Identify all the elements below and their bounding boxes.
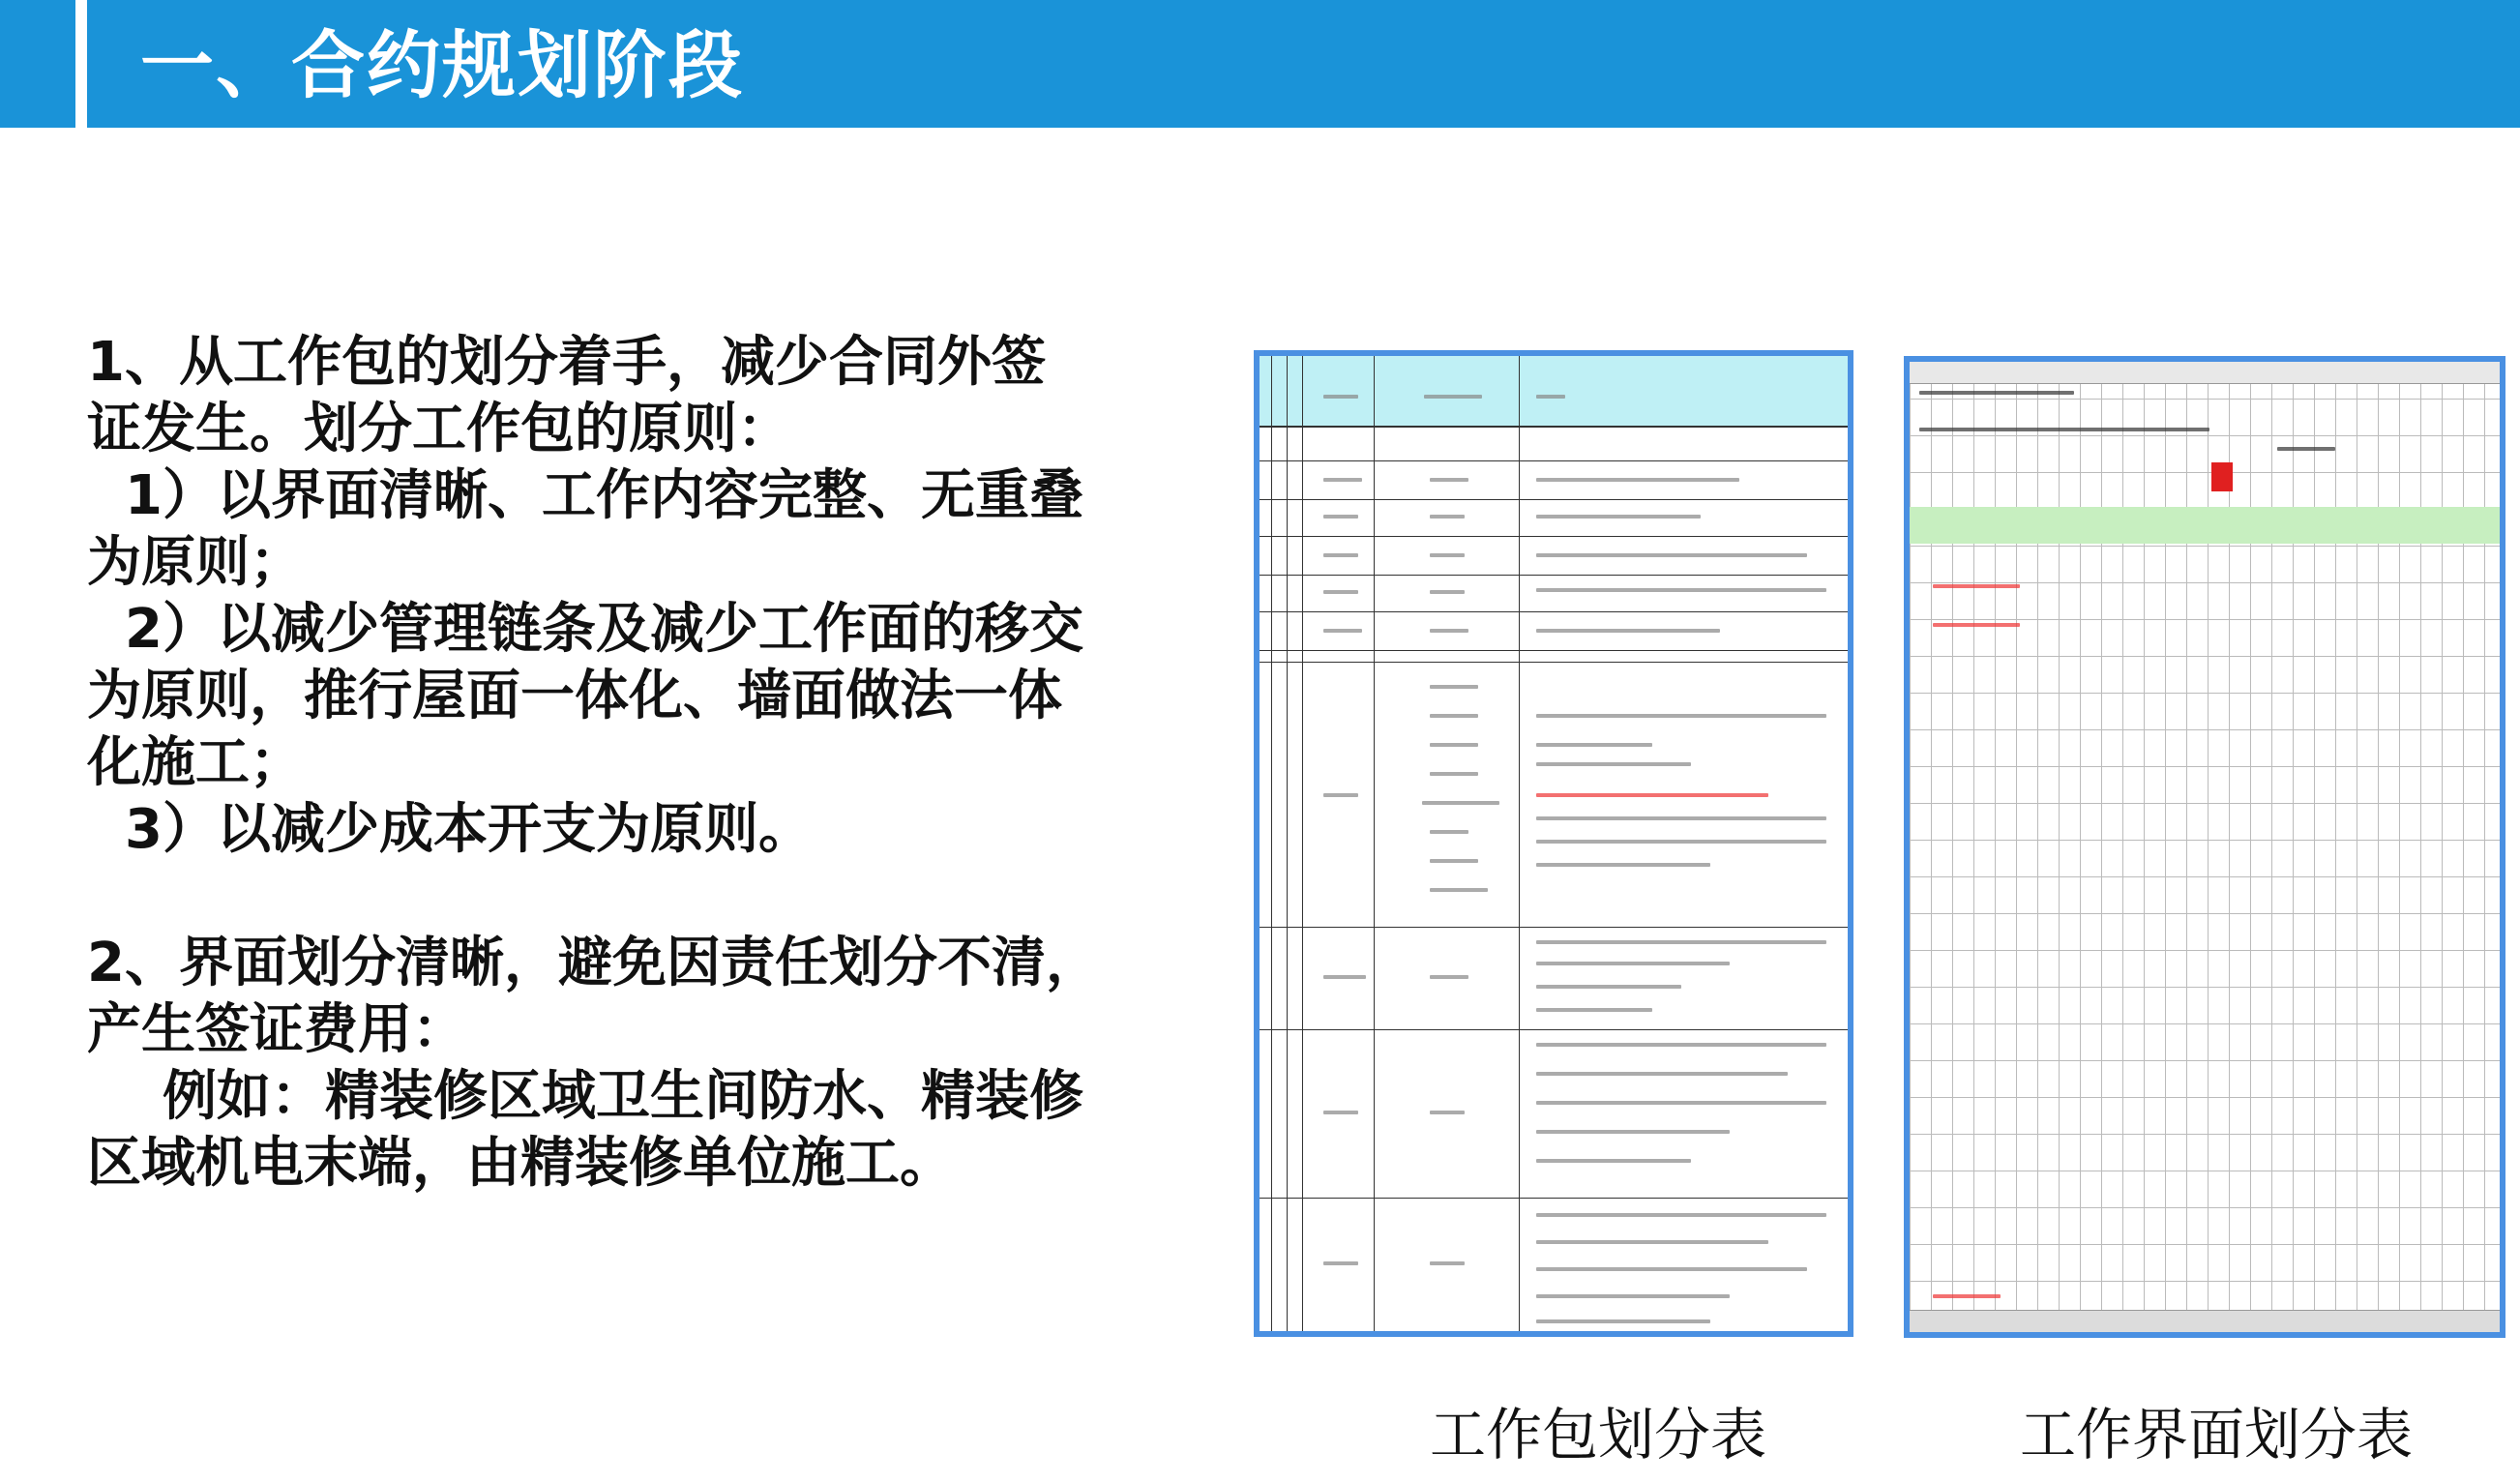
table-line	[1260, 575, 1848, 576]
body-line: 证发生。划分工作包的原则：	[87, 398, 791, 460]
table-line	[1260, 1029, 1848, 1030]
caption-work-package-table: 工作包划分表	[1430, 1402, 1767, 1467]
table-line	[1260, 536, 1848, 537]
work-package-table-image	[1254, 350, 1853, 1337]
body-line: 产生签证费用：	[87, 998, 466, 1061]
body-line: 2）以减少管理链条及减少工作面的移交	[87, 598, 1083, 661]
highlight-row	[1910, 507, 2500, 544]
table-line	[1260, 611, 1848, 612]
body-text	[87, 329, 1132, 1197]
table-line	[1260, 650, 1848, 651]
table-line	[1260, 460, 1848, 461]
body-line: 1、从工作包的划分着手，减少合同外签	[87, 331, 1046, 394]
caption-work-interface-table: 工作界面划分表	[2020, 1402, 2414, 1467]
table-line	[1287, 356, 1288, 1331]
column-header-row	[1910, 362, 2500, 384]
table-line	[1260, 662, 1848, 663]
body-line: 区域机电末端，由精装修单位施工。	[87, 1132, 954, 1195]
header-stripe	[75, 0, 87, 128]
page-title: 一、合约规划阶段	[140, 22, 744, 108]
table-header	[1260, 356, 1848, 428]
header-bar	[0, 0, 2520, 128]
sheet-tabs	[1910, 1310, 2500, 1332]
body-line: 为原则；	[87, 531, 304, 594]
table-line	[1519, 356, 1520, 1331]
table-line	[1374, 356, 1375, 1331]
body-line: 例如：精装修区域卫生间防水、精装修	[87, 1065, 1083, 1128]
table-line	[1302, 356, 1303, 1331]
table-line	[1260, 1198, 1848, 1199]
table-line	[1260, 927, 1848, 928]
body-line: 化施工；	[87, 731, 304, 794]
body-line: 3）以减少成本开支为原则。	[87, 798, 813, 861]
body-line: 2、界面划分清晰，避免因责任划分不清，	[87, 932, 1100, 994]
body-line: 为原则，推行屋面一体化、墙面做法一体	[87, 665, 1062, 727]
table-line	[1260, 499, 1848, 500]
body-line: 1）以界面清晰、工作内容完整、无重叠	[87, 464, 1083, 527]
work-interface-table-image	[1904, 356, 2505, 1338]
table-line	[1271, 356, 1272, 1331]
highlight-cell	[2211, 462, 2233, 491]
blank-line	[87, 863, 1132, 930]
